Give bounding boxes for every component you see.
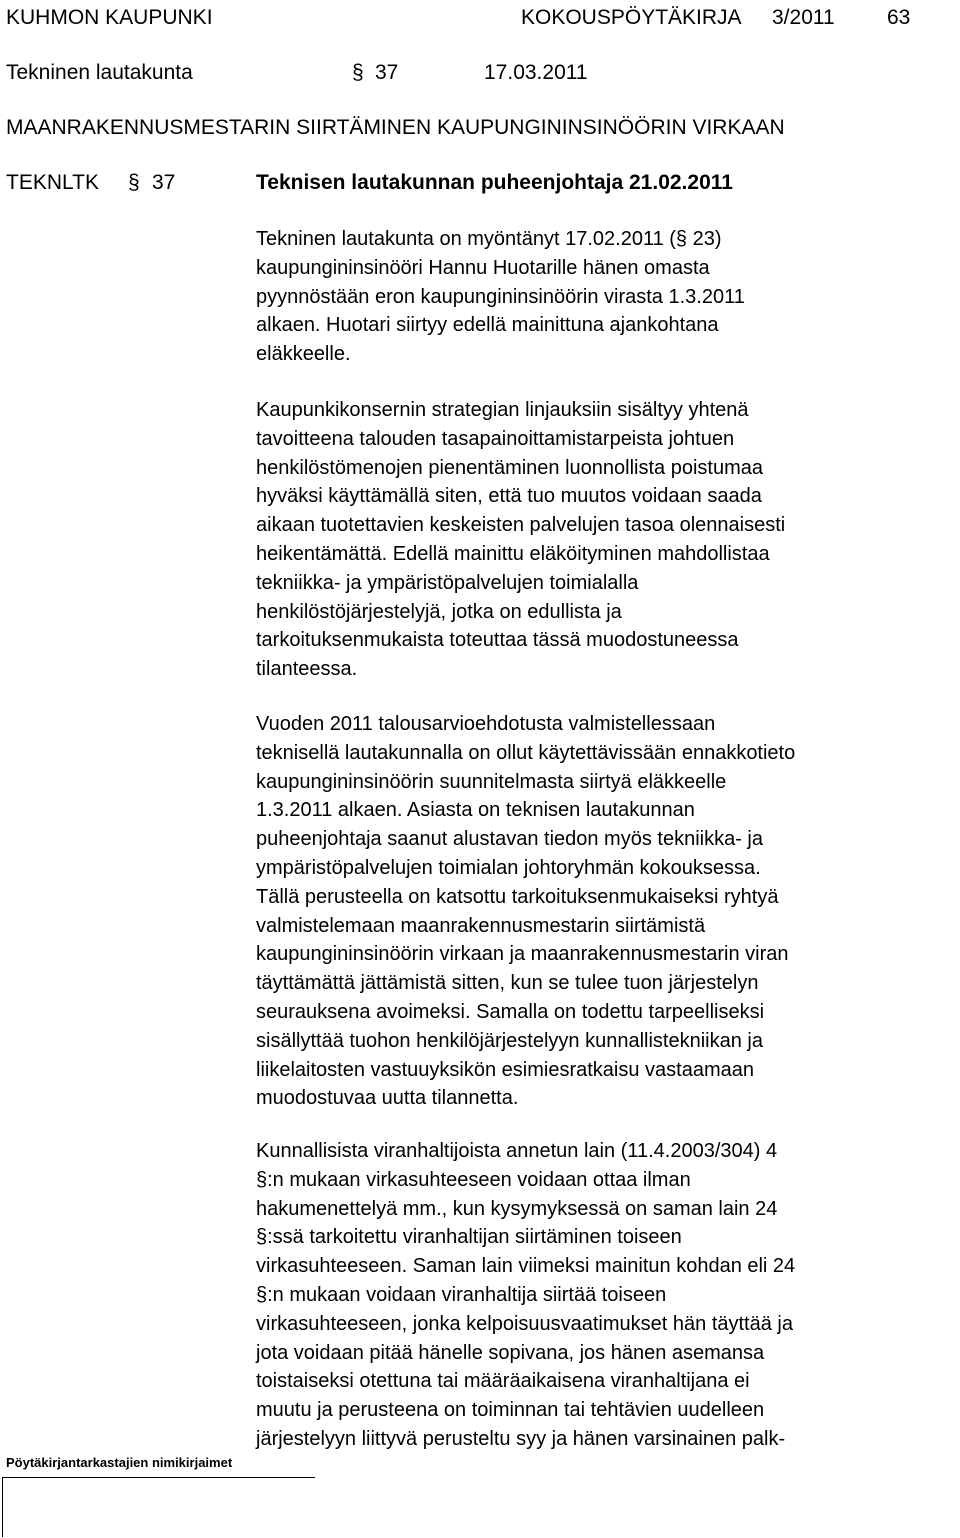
text-line: tarkoituksenmukaista toteuttaa tässä muodostuneessa [256,629,739,652]
text-line: henkilöstöjärjestelyjä, jotka on edullista ja [256,600,622,623]
text-line: kaupungininsinööri Hannu Huotarille hänen omasta [256,256,710,279]
subject-title: MAANRAKENNUSMESTARIN SIIRTÄMINEN KAUPUNGININSINÖÖRIN VIRKAAN [6,116,785,139]
text-line: täyttämättä jättämistä sitten, kun se tulee tuon järjestelyn [256,972,759,995]
text-line: virkasuhteeseen, jonka kelpoisuusvaatimukset hän täyttää ja [256,1312,793,1335]
text-line: heikentämättä. Edellä mainittu eläköityminen mahdollistaa [256,542,770,565]
text-line: muutu ja perusteena on toiminnan tai tehtävien uudelleen [256,1399,765,1422]
text-line: hakumenettelyä mm., kun kysymyksessä on saman lain 24 [256,1197,778,1220]
text-line: alkaen. Huotari siirtyy edellä mainittuna ajankohtana [256,314,719,337]
text-line: hyväksi käyttämällä siten, että tuo muutos voidaan saada [256,485,762,508]
text-line: pyynnöstään eron kaupungininsinöörin virasta 1.3.2011 [256,285,745,308]
text-line: Vuoden 2011 talousarvioehdotusta valmistellessaan [256,713,716,735]
signatures-box [2,1477,315,1537]
committee-name: Tekninen lautakunta [6,61,193,84]
org-name: KUHMON KAUPUNKI [6,6,213,29]
text-line: Tällä perusteella on katsottu tarkoituksenmukaiseksi ryhtyä [256,885,779,908]
paragraph-2 [256,396,946,684]
text-line: liikelaitosten vastuuyksikön esimiesratkaisu vastaamaan [256,1058,755,1081]
text-line: §:n mukaan virkasuhteeseen voidaan ottaa ilman [256,1168,691,1191]
meeting-date: 17.03.2011 [484,61,588,84]
ref-label: TEKNLTK [6,171,99,194]
text-line: §:ssä tarkoitettu viranhaltijan siirtäminen toiseen [256,1226,682,1249]
text-line: järjestelyyn liittyvä perusteltu syy ja hänen varsinainen palk- [256,1427,786,1450]
text-line: henkilöstömenojen pienentäminen luonnollista poistumaa [256,456,764,479]
ref-section-sign: § [128,171,140,194]
text-line: puheenjohtaja saanut alustavan tiedon myös tekniikka- ja [256,828,763,851]
text-line: teknisellä lautakunnalla on ollut käytettävissään ennakkotieto [256,741,796,764]
paragraph-3 [256,710,946,1113]
signatures-label: Pöytäkirjantarkastajien nimikirjaimet [6,1455,233,1470]
text-line: virkasuhteeseen. Saman lain viimeksi mainitun kohdan eli 24 [256,1255,796,1278]
text-line: aikaan tuotettavien keskeisten palvelujen tasoa olennaisesti [256,514,786,537]
ref-number: 37 [152,171,176,194]
page-number: 63 [887,6,911,29]
text-line: kaupungininsinöörin suunnitelmasta siirtyä eläkkeelle [256,770,727,793]
text-line: toistaiseksi otettuna tai määräaikaisena viranhaltijana ei [256,1370,750,1393]
text-line: eläkkeelle. [256,343,351,366]
text-line: tilanteessa. [256,658,358,681]
ref-heading: Teknisen lautakunnan puheenjohtaja 21.02.2011 [256,171,733,194]
text-line: sisällyttää tuohon henkilöjärjestelyyn kunnallistekniikan ja [256,1029,763,1052]
section-number: 37 [375,61,399,84]
text-line: tavoitteena talouden tasapainoittamistarpeista johtuen [256,427,735,450]
text-line: jota voidaan pitää hänelle sopivana, jos hänen asemansa [256,1341,765,1364]
text-line: ympäristöpalvelujen toimialan johtoryhmän kokouksessa. [256,856,761,879]
doc-number: 3/2011 [772,6,835,29]
text-line: valmistelemaan maanrakennusmestarin siirtämistä [256,914,706,937]
text-line: kaupungininsinöörin virkaan ja maanrakennusmestarin viran [256,943,789,966]
text-line: Kaupunkikonsernin strategian linjauksiin sisältyy yhtenä [256,399,749,421]
section-sign: § [352,61,364,84]
text-line: Tekninen lautakunta on myöntänyt 17.02.2011 (§ 23) [256,228,722,250]
text-line: tekniikka- ja ympäristöpalvelujen toimialalla [256,571,639,594]
text-line: seurauksena avoimeksi. Samalla on todettu tarpeelliseksi [256,1000,765,1023]
text-line: muodostuvaa uutta tilannetta. [256,1087,519,1110]
doc-type: KOKOUSPÖYTÄKIRJA [521,6,742,29]
text-line: Kunnallisista viranhaltijoista annetun lain (11.4.2003/304) 4 [256,1140,778,1162]
text-line: 1.3.2011 alkaen. Asiasta on teknisen lautakunnan [256,799,695,822]
paragraph-1 [256,225,946,369]
paragraph-4 [256,1137,946,1454]
text-line: §:n mukaan voidaan viranhaltija siirtää toiseen [256,1283,667,1306]
